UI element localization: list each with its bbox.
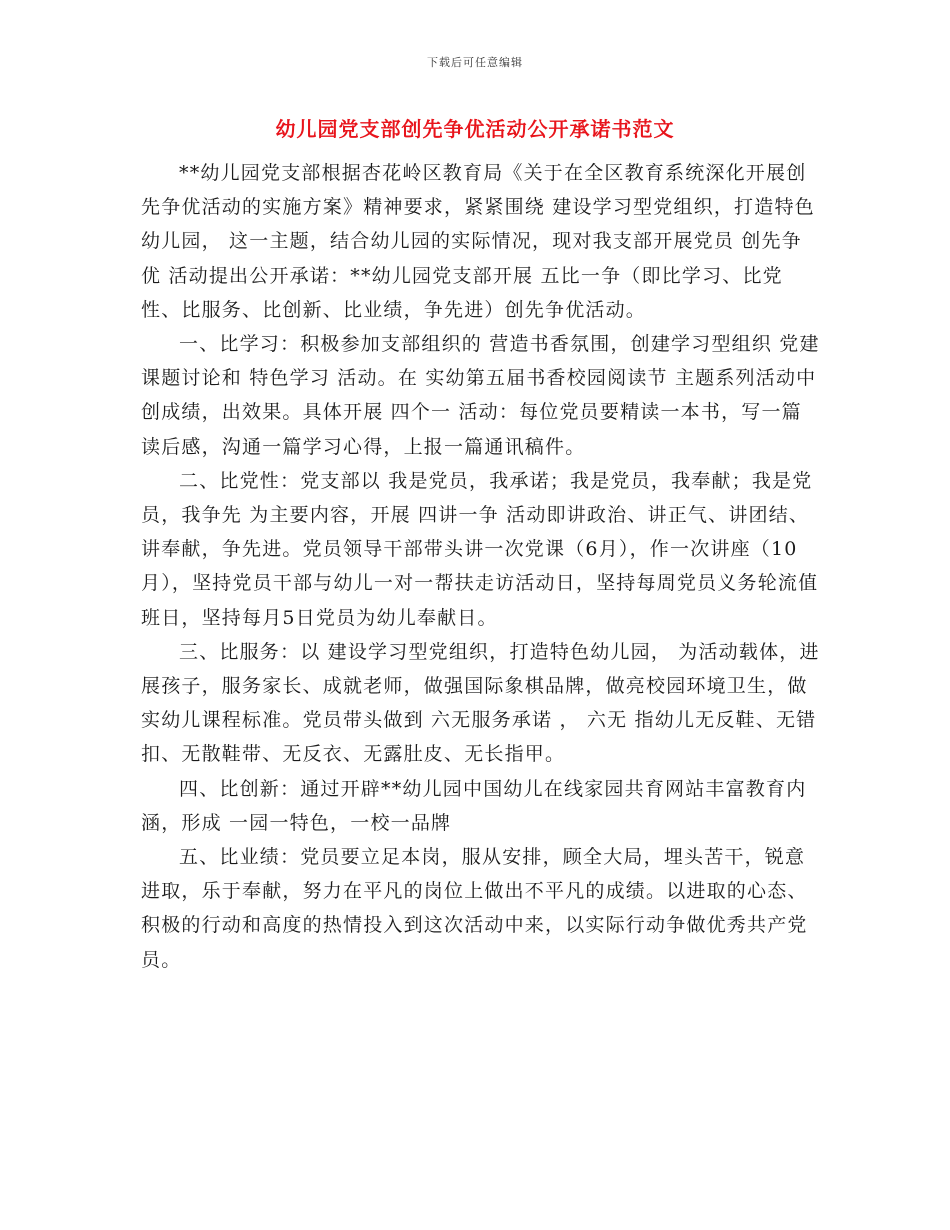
document-title: 幼儿园党支部创先争优活动公开承诺书范文 [275,117,675,141]
paragraph-innovation: 四、比创新：通过开辟**幼儿园中国幼儿在线家园共育网站丰富教育内涵，形成 一园一特色，一校一品牌 [141,777,807,834]
paragraph-party-spirit: 二、比党性：党支部以 我是党员，我承诺；我是党员，我奉献；我是党员，我争先 为主要内容，开展 四讲一争 活动即讲政治、讲正气、讲团结、讲奉献，争先进。党员领导干部带头讲一次党课（6月），作一次讲座（10月），坚持党员干部与幼儿一对一帮扶走访活动日，坚持每周党员义务轮流值班日，坚持每月5日党员为幼儿奉献日。 [141,469,819,629]
header-note: 下载后可任意编辑 [427,56,523,69]
paragraph-performance: 五、比业绩：党员要立足本岗，服从安排，顾全大局，埋头苦干，锐意进取，乐于奉献，努力在平凡的岗位上做出不平凡的成绩。以进取的心态、积极的行动和高度的热情投入到这次活动中来，以实际行动争做优秀共产党员。 [141,846,808,971]
paragraph-service: 三、比服务：以 建设学习型党组织，打造特色幼儿园， 为活动载体，进展孩子，服务家长、成就老师，做强国际象棋品牌，做亮校园环境卫生，做实幼儿课程标准。党员带头做到 六无服务承诺 ， 六无 指幼儿无反鞋、无错扣、无散鞋带、无反衣、无露肚皮、无长指甲。 [141,640,820,766]
paragraph-intro: **幼儿园党支部根据杏花岭区教育局《关于在全区教育系统深化开展创先争优活动的实施方案》精神要求，紧紧围绕 建设学习型党组织，打造特色幼儿园， 这一主题，结合幼儿园的实际情况，现对我支部开展党员 创先争优 活动提出公开承诺：**幼儿园党支部开展 五比一争（即比学习、比党性、比服务、比创新、比业绩，争先进）创先争优活动。 [141,162,815,321]
paragraph-study: 一、比学习：积极参加支部组织的 营造书香氛围，创建学习型组织 党建课题讨论和 特色学习 活动。在 实幼第五届书香校园阅读节 主题系列活动中创成绩，出效果。具体开展 四个一 活动：每位党员要精读一本书，写一篇读后感，沟通一篇学习心得，上报一篇通讯稿件。 [141,333,820,458]
document-body [141,156,821,977]
